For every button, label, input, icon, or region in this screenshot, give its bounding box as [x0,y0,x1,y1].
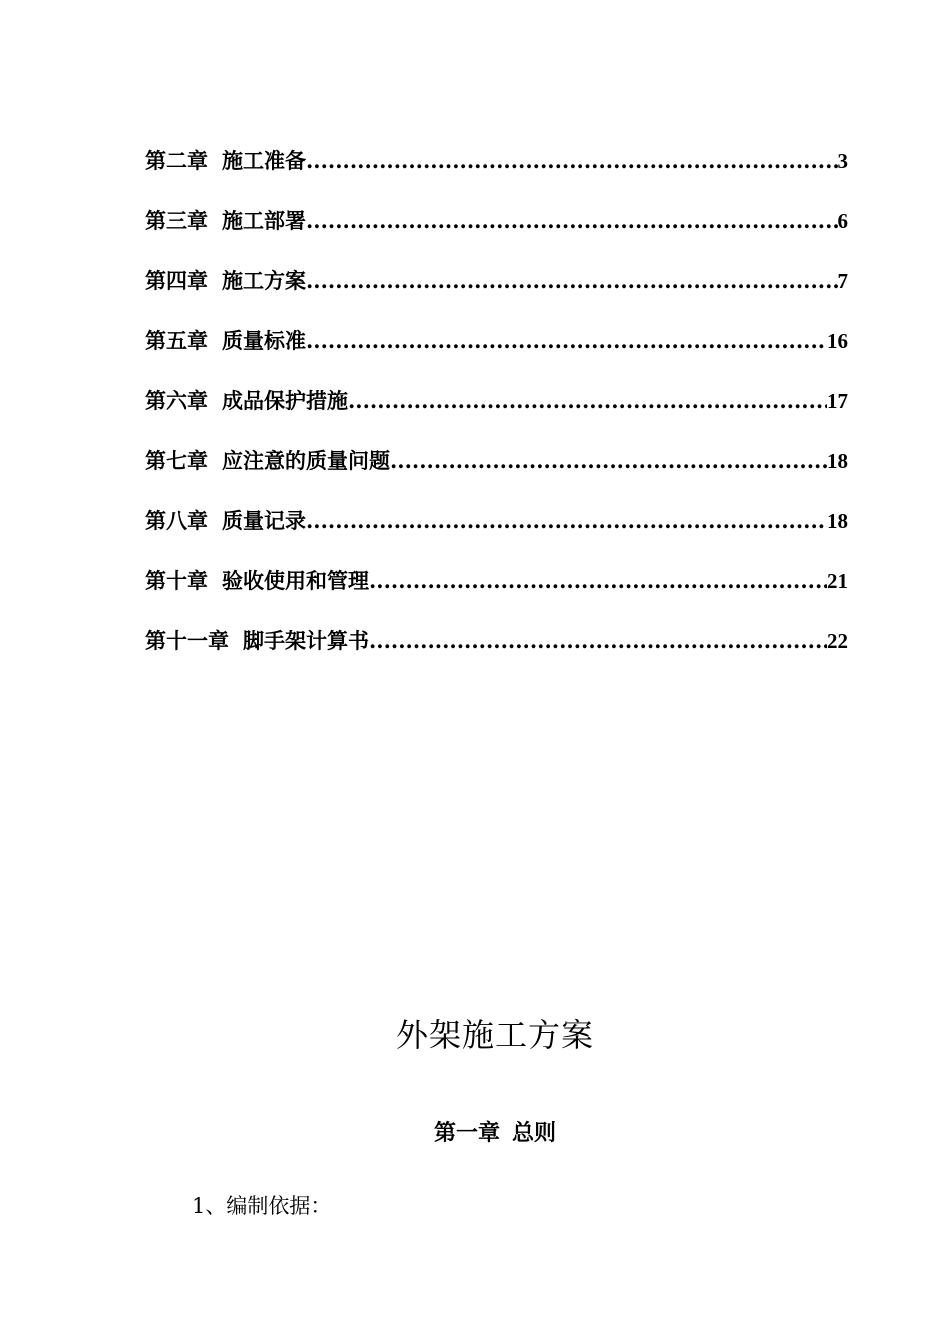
toc-chapter-number: 第七章 [145,448,208,473]
toc-leader-dots [306,261,838,301]
toc-chapter-title: 施工部署 [222,208,306,233]
toc-entry[interactable] [145,141,848,201]
toc-leader-dots [369,561,827,601]
toc-chapter-title: 质量标准 [222,328,306,353]
section-heading: 1、编制依据： [192,1194,332,1218]
toc-leader-dots [306,201,838,241]
toc-entry[interactable] [145,561,848,621]
toc-page-number: 6 [837,209,848,233]
toc-leader-dots [306,141,838,181]
toc-leader-dots [348,381,827,421]
toc-chapter-number: 第六章 [145,388,208,413]
toc-chapter-title: 验收使用和管理 [222,568,369,593]
toc-chapter-title: 施工准备 [222,148,306,173]
toc-chapter-number: 第三章 [145,208,208,233]
toc-page-number: 18 [827,509,848,533]
toc-chapter-number: 第十一章 [145,628,229,653]
toc-chapter-title: 应注意的质量问题 [222,448,390,473]
toc-page-number: 22 [827,629,848,653]
toc-leader-dots [369,621,827,661]
toc-page-number: 21 [827,569,848,593]
chapter-heading-number: 第一章 [433,1120,500,1146]
toc-entry[interactable] [145,321,848,381]
toc-page-number: 18 [827,449,848,473]
toc-entry[interactable] [145,441,848,501]
chapter-heading-title: 总则 [512,1120,557,1146]
toc-entry[interactable] [145,201,848,261]
toc-page-number: 16 [827,329,848,353]
toc-chapter-number: 第五章 [145,328,208,353]
chapter-heading [0,1116,950,1147]
document-title: 外架施工方案 [395,1016,594,1054]
toc-entry[interactable] [145,261,848,321]
toc-chapter-number: 第四章 [145,268,208,293]
toc-chapter-title: 施工方案 [222,268,306,293]
toc-leader-dots [306,321,827,361]
toc-leader-dots [390,441,827,481]
table-of-contents [145,141,848,681]
toc-chapter-number: 第十章 [145,568,208,593]
toc-page-number: 3 [837,149,848,173]
toc-chapter-title: 质量记录 [222,508,306,533]
toc-chapter-title: 成品保护措施 [222,388,348,413]
toc-chapter-number: 第八章 [145,508,208,533]
toc-entry[interactable] [145,501,848,561]
toc-page-number: 7 [837,269,848,293]
toc-page-number: 17 [827,389,848,413]
toc-chapter-number: 第二章 [145,148,208,173]
toc-leader-dots [306,501,827,541]
toc-entry[interactable] [145,381,848,441]
toc-entry[interactable] [145,621,848,681]
toc-chapter-title: 脚手架计算书 [243,628,369,653]
